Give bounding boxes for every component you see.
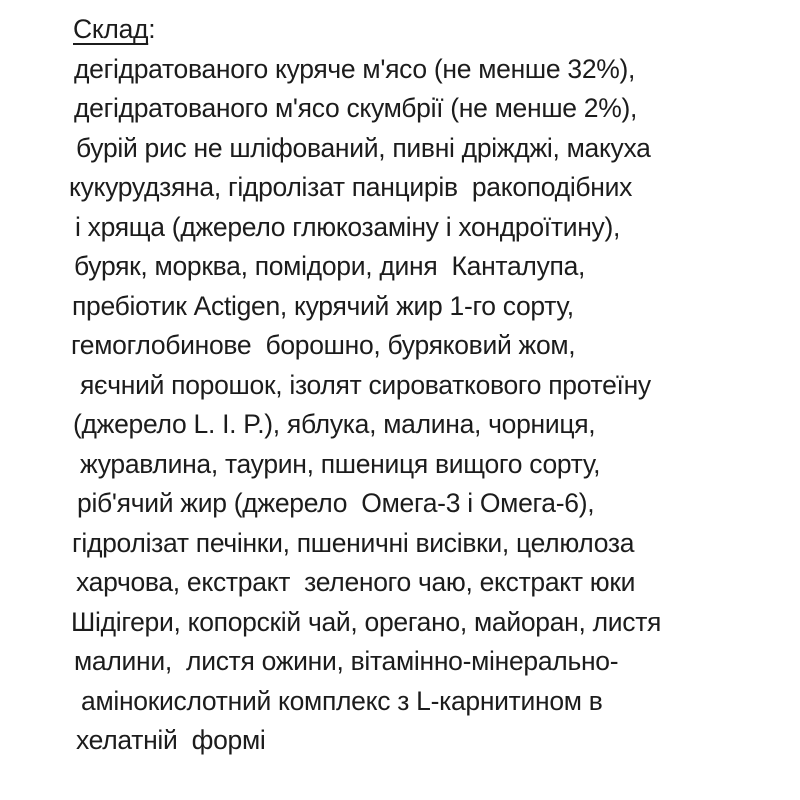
ingredients-line: гідролізат печінки, пшеничні висівки, целюлоза: [72, 527, 635, 558]
ingredients-line: ріб'ячий жир (джерело Омега-3 і Омега-6),: [77, 488, 595, 518]
ingredients-line: амінокислотний комплекс з L-карнитином в: [81, 685, 603, 716]
ingredients-heading-word: Склад: [73, 14, 149, 44]
ingredients-line: яєчний порошок, ізолят сироваткового протеїну: [80, 369, 651, 400]
ingredients-line: хелатній формі: [76, 725, 266, 755]
ingredients-line: малини, листя ожини, вітамінно-мінерально-: [74, 646, 619, 676]
ingredients-list: [69, 50, 770, 761]
ingredients-line: гемоглобинове борошно, буряковий жом,: [71, 330, 576, 360]
ingredients-line: Шідігери, копорскій чай, орегано, майоран, листя: [71, 606, 662, 637]
ingredients-line: і хряща (джерело глюкозаміну і хондроїтину),: [75, 211, 621, 242]
ingredients-line: дегідратованого м'ясо скумбрії (не менше 2%),: [74, 93, 638, 123]
ingredients-line: харчова, екстракт зеленого чаю, екстракт юки: [76, 567, 636, 597]
ingredients-line: буряк, морква, помідори, диня Канталупа,: [74, 251, 586, 281]
ingredients-line: (джерело L. I. P.), яблука, малина, чорниця,: [73, 409, 596, 439]
ingredients-line: пребіотик Actigen, курячий жир 1-го сорту,: [72, 290, 574, 321]
ingredients-line: дегідратованого куряче м'ясо (не менше 32%),: [74, 53, 636, 84]
ingredients-heading: [69, 10, 770, 50]
ingredients-line: журавлина, таурин, пшениця вищого сорту,: [80, 448, 601, 479]
ingredients-line: кукурудзяна, гідролізат панцирів ракоподібних: [69, 172, 633, 202]
ingredients-heading-colon: :: [148, 14, 156, 44]
ingredients-line: бурій рис не шліфований, пивні дріжджі, макуха: [76, 132, 651, 163]
